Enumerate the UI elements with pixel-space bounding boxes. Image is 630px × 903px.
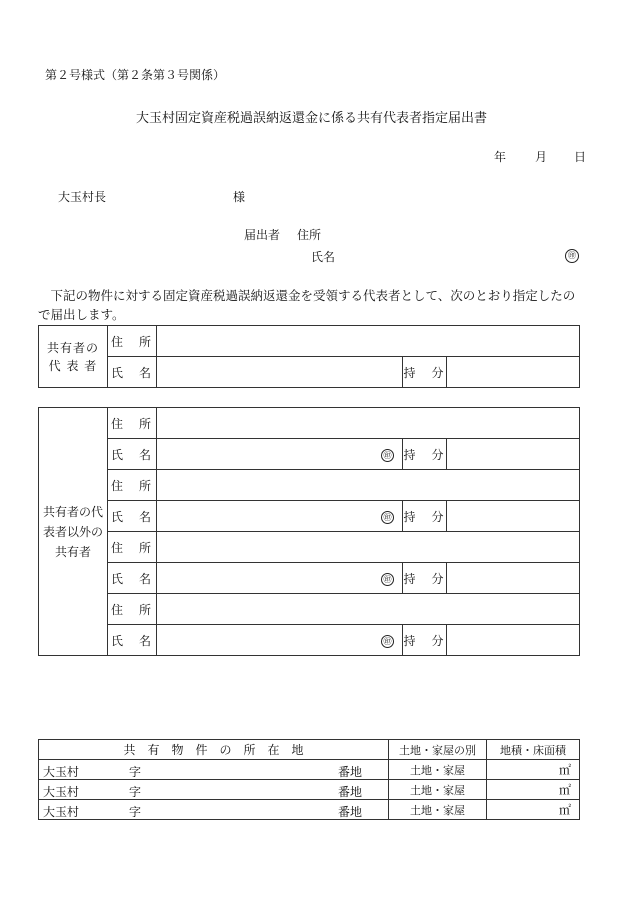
co-owner-address-field[interactable]	[157, 532, 580, 563]
share-label: 持 分	[403, 625, 447, 656]
type-header: 土地・家屋の別	[389, 740, 487, 760]
co-owner-name-field[interactable]	[157, 563, 403, 594]
share-label: 持 分	[403, 501, 447, 532]
location-cell[interactable]: 大玉村 字 番地	[39, 780, 389, 800]
applicant-name-label: 氏名	[311, 250, 336, 264]
co-owner-share-field[interactable]	[447, 501, 580, 532]
name-label: 氏 名	[108, 439, 157, 470]
name-label: 氏 名	[108, 501, 157, 532]
representative-header: 共有者の 代 表 者	[39, 326, 108, 388]
share-label: 持 分	[403, 563, 447, 594]
co-owner-share-field[interactable]	[447, 563, 580, 594]
date-month: 月	[535, 150, 548, 164]
representative-address-field[interactable]	[157, 326, 580, 357]
seal-icon: ㊞	[381, 511, 394, 524]
seal-icon: ㊞	[381, 635, 394, 648]
name-label: 氏 名	[108, 563, 157, 594]
area-cell[interactable]: ㎡	[487, 800, 580, 820]
type-cell[interactable]: 土地・家屋	[389, 760, 487, 780]
seal-icon: ㊞	[381, 573, 394, 586]
co-owners-table	[38, 407, 580, 656]
co-owner-name-field[interactable]	[157, 501, 403, 532]
co-owner-name-field[interactable]	[157, 439, 403, 470]
name-label: 氏 名	[108, 357, 157, 388]
co-owner-address-field[interactable]	[157, 408, 580, 439]
co-owners-header: 共有者の代 表者以外の 共有者	[39, 408, 108, 656]
applicant-address-label: 住所	[297, 228, 322, 242]
share-label: 持 分	[403, 357, 447, 388]
location-cell[interactable]: 大玉村 字 番地	[39, 760, 389, 780]
form-number: 第２号様式（第２条第３号関係）	[45, 68, 226, 82]
seal-icon: ㊞	[565, 247, 579, 263]
intro-text: 下記の物件に対する固定資産税過誤納返還金を受領する代表者として、次のとおり指定したので届出します。	[38, 288, 576, 322]
seal-icon: ㊞	[381, 449, 394, 462]
share-label: 持 分	[403, 439, 447, 470]
date-year: 年	[494, 150, 507, 164]
address-label: 住 所	[108, 532, 157, 563]
area-header: 地積・床面積	[487, 740, 580, 760]
type-cell[interactable]: 土地・家屋	[389, 800, 487, 820]
co-owner-share-field[interactable]	[447, 439, 580, 470]
address-label: 住 所	[108, 594, 157, 625]
applicant-label: 届出者	[244, 228, 281, 242]
address-label: 住 所	[108, 326, 157, 357]
address-label: 住 所	[108, 408, 157, 439]
co-owner-address-field[interactable]	[157, 470, 580, 501]
date-day: 日	[574, 150, 587, 164]
addressee-honorific: 様	[233, 190, 246, 204]
co-owner-name-field[interactable]	[157, 625, 403, 656]
property-table	[38, 739, 580, 820]
representative-name-field[interactable]	[157, 357, 403, 388]
name-label: 氏 名	[108, 625, 157, 656]
co-owner-address-field[interactable]	[157, 594, 580, 625]
type-cell[interactable]: 土地・家屋	[389, 780, 487, 800]
location-header: 共 有 物 件 の 所 在 地	[39, 740, 389, 760]
address-label: 住 所	[108, 470, 157, 501]
area-cell[interactable]: ㎡	[487, 780, 580, 800]
co-owner-share-field[interactable]	[447, 625, 580, 656]
representative-share-field[interactable]	[447, 357, 580, 388]
representative-table	[38, 325, 580, 388]
document-title: 大玉村固定資産税過誤納返還金に係る共有代表者指定届出書	[136, 111, 488, 126]
location-cell[interactable]: 大玉村 字 番地	[39, 800, 389, 820]
area-cell[interactable]: ㎡	[487, 760, 580, 780]
addressee-name: 大玉村長	[58, 190, 107, 204]
